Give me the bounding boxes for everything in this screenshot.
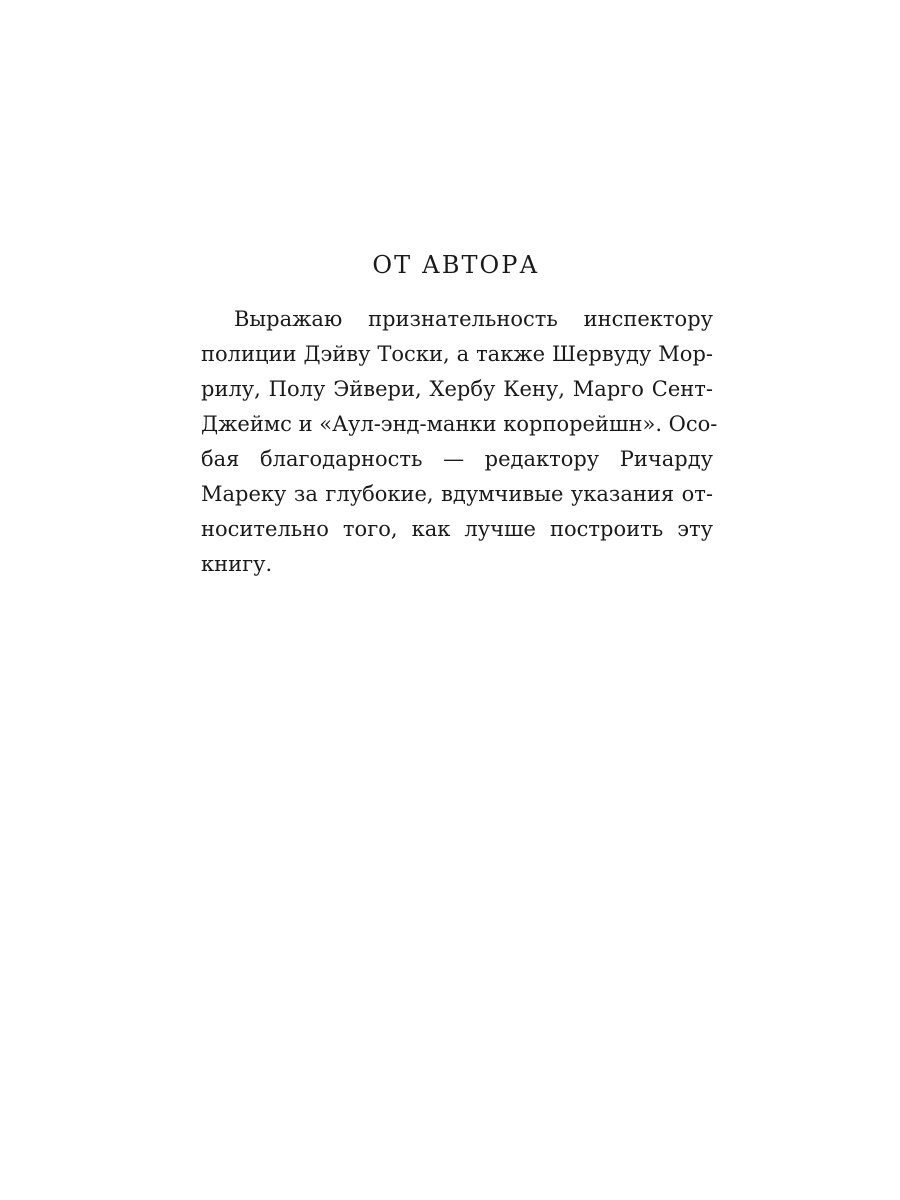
acknowledgement-paragraph	[201, 302, 718, 582]
section-heading: ОТ АВТОРА	[372, 251, 540, 279]
paragraph-line: носительно того, как лучше построить эту	[201, 517, 713, 541]
paragraph-line: Мареку за глубокие, вдумчивые указания от-	[201, 482, 713, 506]
paragraph-line: Выражаю признательность инспектору	[234, 307, 713, 331]
paragraph-line: бая благодарность — редактору Ричарду	[201, 447, 713, 471]
paragraph-line: полиции Дэйву Тоски, а также Шервуду Мор-	[201, 342, 713, 366]
paragraph-line: рилу, Полу Эйвери, Хербу Кену, Марго Сент-	[201, 377, 713, 401]
paragraph-line: Джеймс и «Аул-энд-манки корпорейшн». Осо-	[201, 412, 718, 436]
paragraph-line: книгу.	[201, 552, 273, 576]
